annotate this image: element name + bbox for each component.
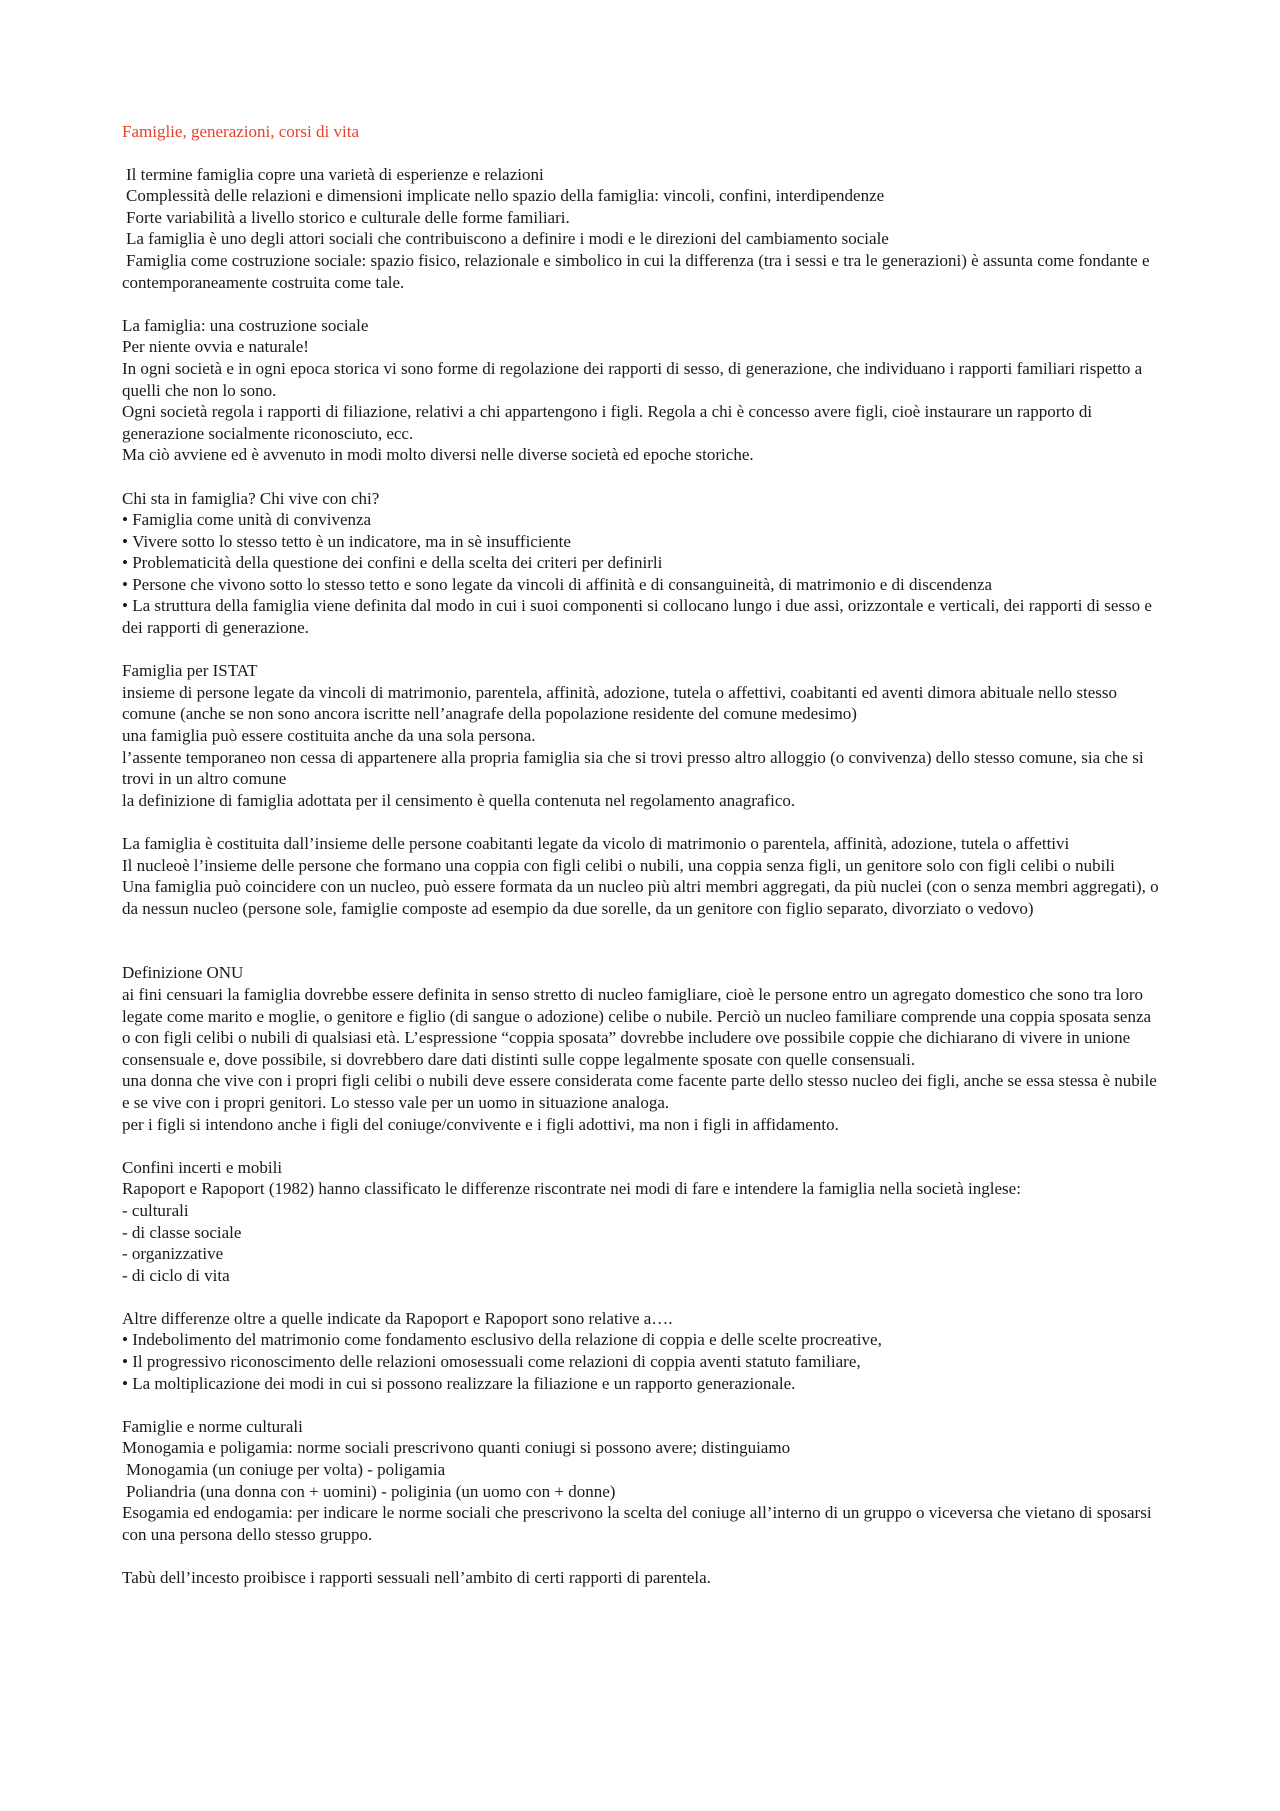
section-heading: Chi sta in famiglia? Chi vive con chi?: [122, 488, 380, 508]
bullet-item: • La moltiplicazione dei modi in cui si possono realizzare la filiazione e un rapporto generazionale.: [122, 1373, 1162, 1395]
document-page: [122, 121, 1162, 1610]
paragraph-line: Rapoport e Rapoport (1982) hanno classificato le differenze riscontrate nei modi di fare e intendere la famiglia nella società inglese:: [122, 1179, 1021, 1199]
paragraph-line: Ogni società regola i rapporti di filiazione, relativi a chi appartengono i figli. Regola a chi è concesso avere figli, cioè instaurare un rapporto di generazione socialmente riconosciuto, ecc.: [122, 402, 1093, 443]
section-heading: Confini incerti e mobili: [122, 1157, 283, 1177]
dash-item: - culturali: [122, 1200, 1162, 1222]
bullet-item: • Il progressivo riconoscimento delle relazioni omosessuali come relazioni di coppia aventi statuto familiare,: [122, 1351, 1162, 1373]
paragraph-line: Altre differenze oltre a quelle indicate da Rapoport e Rapoport sono relative a….: [122, 1308, 673, 1328]
section-confini: [122, 1157, 1162, 1287]
paragraph-line: Tabù dell’incesto proibisce i rapporti sessuali nell’ambito di certi rapporti di parentela.: [122, 1568, 711, 1587]
dash-item: - di ciclo di vita: [122, 1265, 1162, 1287]
intro-line: Forte variabilità a livello storico e culturale delle forme familiari.: [126, 207, 570, 227]
bullet-item: • Indebolimento del matrimonio come fondamento esclusivo della relazione di coppia e delle scelte procreative,: [122, 1329, 1162, 1351]
section-norme-culturali: [122, 1416, 1162, 1546]
bullet-item: • Famiglia come unità di convivenza: [122, 509, 1162, 531]
section-altre-differenze: [122, 1308, 1162, 1394]
intro-section: [122, 164, 1162, 294]
paragraph-line: l’assente temporaneo non cessa di appartenere alla propria famiglia sia che si trovi presso altro alloggio (o convivenza) dello stesso comune, sia che si trovi in un altro comune: [122, 747, 1144, 789]
intro-line: Complessità delle relazioni e dimensioni implicate nello spazio della famiglia: vincoli, confini, interdipendenze: [126, 186, 885, 206]
section-nucleo: [122, 833, 1162, 919]
intro-line: Il termine famiglia copre una varietà di esperienze e relazioni: [126, 164, 544, 184]
paragraph-line: per i figli si intendono anche i figli del coniuge/convivente e i figli adottivi, ma non i figli in affidamento.: [122, 1114, 839, 1134]
dash-item: - di classe sociale: [122, 1222, 1162, 1244]
dash-item: - organizzative: [122, 1243, 1162, 1265]
paragraph-line: In ogni società e in ogni epoca storica vi sono forme di regolazione dei rapporti di sesso, di generazione, che individuano i rapporti familiari rispetto a quelli che non lo sono.: [122, 358, 1143, 400]
paragraph-line: Monogamia e poligamia: norme sociali prescrivono quanti coniugi si possono avere; distinguiamo: [122, 1438, 791, 1458]
section-heading: Famiglie e norme culturali: [122, 1416, 303, 1436]
section-istat: [122, 660, 1162, 811]
paragraph-line: ai fini censuari la famiglia dovrebbe essere definita in senso stretto di nucleo famigliare, cioè le persone entro un agregato domestico che sono tra loro legate come marito e moglie, o genitore e figlio (di sangue o adozione) celibe o nubile. Perciò un nucleo familiare comprende una coppia sposata senza o con figli celibi o nubili di qualsiasi età. L’espressione “coppia sposata” dovrebbe includere ove possibile coppie che dichiarano di vivere in unione consensuale e, dove possibile, si dovrebbero dare dati distinti sulle coppe legalmente sposate con quelle consensuali.: [122, 984, 1152, 1069]
paragraph-line: Monogamia (un coniuge per volta) - poligamia: [126, 1460, 446, 1480]
paragraph-line: la definizione di famiglia adottata per il censimento è quella contenuta nel regolamento anagrafico.: [122, 790, 796, 810]
paragraph-line: Il nucleoè l’insieme delle persone che formano una coppia con figli celibi o nubili, una coppia senza figli, un genitore solo con figli celibi o nubili: [122, 855, 1115, 875]
section-heading: Famiglia per ISTAT: [122, 661, 258, 681]
paragraph-line: Ma ciò avviene ed è avvenuto in modi molto diversi nelle diverse società ed epoche storiche.: [122, 445, 754, 465]
paragraph-line: una donna che vive con i propri figli celibi o nubili deve essere considerata come facente parte dello stesso nucleo dei figli, anche se essa stessa è nubile e se vive con i propri genitori. Lo stesso vale per un uomo in situazione analoga.: [122, 1071, 1157, 1112]
document-title: Famiglie, generazioni, corsi di vita: [122, 122, 359, 141]
intro-line: Famiglia come costruzione sociale: spazio fisico, relazionale e simbolico in cui la differenza (tra i sessi e tra le generazioni) è assunta come fondante e contemporaneamente costruita come tale.: [122, 250, 1150, 292]
paragraph-line: Una famiglia può coincidere con un nucleo, può essere formata da un nucleo più altri membri aggregati, da più nuclei (con o senza membri aggregati), o da nessun nucleo (persone sole, famiglie composte ad esempio da due sorelle, da un genitore con figlio separato, divorziato o vedovo): [122, 877, 1159, 918]
section-tabu: [122, 1567, 1162, 1589]
bullet-item: • Vivere sotto lo stesso tetto è un indicatore, ma in sè insufficiente: [122, 531, 1162, 553]
paragraph-line: insieme di persone legate da vincoli di matrimonio, parentela, affinità, adozione, tutela o affettivi, coabitanti ed aventi dimora abituale nello stesso comune (anche se non sono ancora iscritte nell’anagrafe della popolazione residente del comune medesimo): [122, 682, 1117, 724]
section-heading: La famiglia: una costruzione sociale: [122, 315, 369, 335]
paragraph-line: Esogamia ed endogamia: per indicare le norme sociali che prescrivono la scelta del coniuge all’interno di un gruppo o viceversa che vietano di sposarsi con una persona dello stesso gruppo.: [122, 1503, 1152, 1544]
bullet-item: • La struttura della famiglia viene definita dal modo in cui i suoi componenti si collocano lungo i due assi, orizzontale e verticali, dei rapporti di sesso e dei rapporti di generazione.: [122, 595, 1162, 638]
paragraph-line: Poliandria (una donna con + uomini) - poliginia (un uomo con + donne): [126, 1481, 616, 1501]
bullet-item: • Persone che vivono sotto lo stesso tetto e sono legate da vincoli di affinità e di consanguineità, di matrimonio e di discendenza: [122, 574, 1162, 596]
paragraph-line: Per niente ovvia e naturale!: [122, 337, 309, 357]
paragraph-line: La famiglia è costituita dall’insieme delle persone coabitanti legate da vicolo di matrimonio o parentela, affinità, adozione, tutela o affettivi: [122, 834, 1070, 853]
section-onu: [122, 962, 1162, 1135]
paragraph-line: una famiglia può essere costituita anche da una sola persona.: [122, 726, 536, 746]
section-costruzione-sociale: [122, 315, 1162, 466]
section-heading: Definizione ONU: [122, 963, 244, 983]
section-chi-sta-in-famiglia: [122, 488, 1162, 639]
intro-line: La famiglia è uno degli attori sociali che contribuiscono a definire i modi e le direzioni del cambiamento sociale: [126, 229, 889, 249]
bullet-item: • Problematicità della questione dei confini e della scelta dei criteri per definirli: [122, 552, 1162, 574]
